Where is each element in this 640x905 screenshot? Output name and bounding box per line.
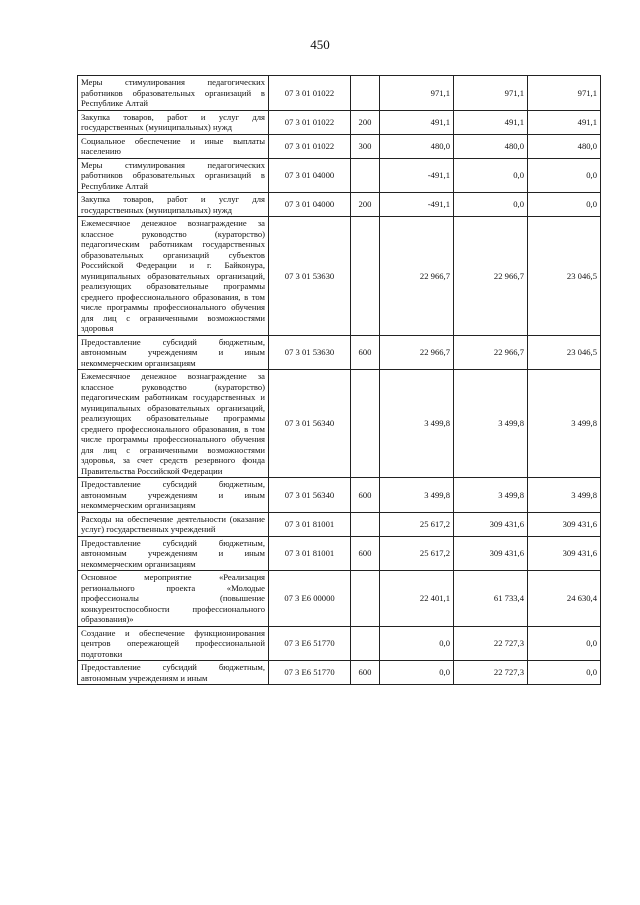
target-article-code-cell: 07 3 E6 51770 — [269, 661, 351, 685]
target-article-code-cell: 07 3 E6 00000 — [269, 571, 351, 627]
amount-column-2-cell: 309 431,6 — [454, 536, 528, 571]
amount-column-3-cell: 480,0 — [528, 134, 601, 158]
expense-name-cell: Предоставление субсидий бюджетным, автономным учреждениям и иным некоммерческим организациям — [78, 478, 269, 513]
expense-name-cell: Закупка товаров, работ и услуг для государственных (муниципальных) нужд — [78, 193, 269, 217]
table-row — [78, 193, 601, 217]
table-row — [78, 217, 601, 336]
expense-type-cell: 200 — [351, 193, 380, 217]
amount-column-1-cell: -491,1 — [380, 193, 454, 217]
expense-name-cell: Создание и обеспечение функционирования центров опережающей профессиональной подготовки — [78, 626, 269, 661]
table-row — [78, 478, 601, 513]
amount-column-2-cell: 3 499,8 — [454, 370, 528, 478]
amount-column-2-cell: 0,0 — [454, 158, 528, 193]
amount-column-1-cell: 480,0 — [380, 134, 454, 158]
expense-name-cell: Расходы на обеспечение деятельности (оказание услуг) государственных учреждений — [78, 512, 269, 536]
target-article-code-cell: 07 3 01 56340 — [269, 370, 351, 478]
table-row — [78, 134, 601, 158]
amount-column-2-cell: 971,1 — [454, 76, 528, 111]
target-article-code-cell: 07 3 E6 51770 — [269, 626, 351, 661]
target-article-code-cell: 07 3 01 04000 — [269, 193, 351, 217]
amount-column-3-cell: 0,0 — [528, 661, 601, 685]
amount-column-2-cell: 309 431,6 — [454, 512, 528, 536]
table-row — [78, 512, 601, 536]
target-article-code-cell: 07 3 01 81001 — [269, 536, 351, 571]
table-row — [78, 626, 601, 661]
amount-column-1-cell: 25 617,2 — [380, 512, 454, 536]
expense-name-cell: Меры стимулирования педагогических работников образовательных организаций в Республике Алтай — [78, 158, 269, 193]
amount-column-1-cell: 971,1 — [380, 76, 454, 111]
expense-type-cell: 300 — [351, 134, 380, 158]
amount-column-3-cell: 0,0 — [528, 158, 601, 193]
expense-name-cell: Закупка товаров, работ и услуг для государственных (муниципальных) нужд — [78, 110, 269, 134]
expense-type-cell — [351, 158, 380, 193]
amount-column-2-cell: 22 966,7 — [454, 217, 528, 336]
amount-column-3-cell: 0,0 — [528, 626, 601, 661]
amount-column-1-cell: 22 966,7 — [380, 217, 454, 336]
expense-name-cell: Предоставление субсидий бюджетным, автономным учреждениям и иным — [78, 661, 269, 685]
expense-name-cell: Меры стимулирования педагогических работников образовательных организаций в Республике Алтай — [78, 76, 269, 111]
table-row — [78, 536, 601, 571]
amount-column-3-cell: 0,0 — [528, 193, 601, 217]
amount-column-2-cell: 491,1 — [454, 110, 528, 134]
amount-column-1-cell: 0,0 — [380, 661, 454, 685]
expense-name-cell: Предоставление субсидий бюджетным, автономным учреждениям и иным некоммерческим организациям — [78, 335, 269, 370]
expense-type-cell — [351, 370, 380, 478]
table-row — [78, 571, 601, 627]
amount-column-1-cell: 0,0 — [380, 626, 454, 661]
expense-type-cell — [351, 571, 380, 627]
amount-column-2-cell: 22 727,3 — [454, 661, 528, 685]
amount-column-3-cell: 24 630,4 — [528, 571, 601, 627]
expense-type-cell: 600 — [351, 478, 380, 513]
target-article-code-cell: 07 3 01 04000 — [269, 158, 351, 193]
table-row — [78, 76, 601, 111]
amount-column-2-cell: 22 727,3 — [454, 626, 528, 661]
amount-column-3-cell: 971,1 — [528, 76, 601, 111]
amount-column-3-cell: 23 046,5 — [528, 217, 601, 336]
table-row — [78, 370, 601, 478]
amount-column-1-cell: 22 401,1 — [380, 571, 454, 627]
expense-name-cell: Основное мероприятие «Реализация регионального проекта «Молодые профессионалы (повышение конкурентоспособности профессионального образования)» — [78, 571, 269, 627]
target-article-code-cell: 07 3 01 81001 — [269, 512, 351, 536]
amount-column-1-cell: 3 499,8 — [380, 478, 454, 513]
expense-type-cell: 600 — [351, 335, 380, 370]
expense-type-cell — [351, 626, 380, 661]
expense-name-cell: Ежемесячное денежное вознаграждение за классное руководство (кураторство) педагогическим работникам государственных образовательных организаций субъектов Российской Федерации и г. Байконура, муниципальных образовательных организаций, реализующих образовательные программы среднего профессионального образования, в том числе программы профессионального обучения для лиц с ограниченными возможностями здоровья — [78, 217, 269, 336]
target-article-code-cell: 07 3 01 53630 — [269, 335, 351, 370]
target-article-code-cell: 07 3 01 01022 — [269, 110, 351, 134]
table-row — [78, 661, 601, 685]
amount-column-3-cell: 3 499,8 — [528, 370, 601, 478]
table-row — [78, 158, 601, 193]
amount-column-3-cell: 3 499,8 — [528, 478, 601, 513]
amount-column-1-cell: 3 499,8 — [380, 370, 454, 478]
expense-name-cell: Ежемесячное денежное вознаграждение за классное руководство (кураторство) педагогическим работникам государственных и муниципальных образовательных организаций, реализующих образовательные программы среднего профессионального образования, в том числе программы профессионального обучения для лиц с ограниченными возможностями здоровья, за счет средств резервного фонда Правительства Российской Федерации — [78, 370, 269, 478]
target-article-code-cell: 07 3 01 56340 — [269, 478, 351, 513]
expense-type-cell: 600 — [351, 536, 380, 571]
amount-column-1-cell: 22 966,7 — [380, 335, 454, 370]
amount-column-3-cell: 491,1 — [528, 110, 601, 134]
table-row — [78, 110, 601, 134]
target-article-code-cell: 07 3 01 01022 — [269, 76, 351, 111]
table-row — [78, 335, 601, 370]
amount-column-2-cell: 0,0 — [454, 193, 528, 217]
amount-column-3-cell: 309 431,6 — [528, 512, 601, 536]
amount-column-1-cell: 25 617,2 — [380, 536, 454, 571]
amount-column-2-cell: 61 733,4 — [454, 571, 528, 627]
expense-name-cell: Социальное обеспечение и иные выплаты населению — [78, 134, 269, 158]
target-article-code-cell: 07 3 01 53630 — [269, 217, 351, 336]
amount-column-2-cell: 480,0 — [454, 134, 528, 158]
amount-column-3-cell: 309 431,6 — [528, 536, 601, 571]
expense-type-cell — [351, 217, 380, 336]
amount-column-1-cell: -491,1 — [380, 158, 454, 193]
expense-type-cell: 200 — [351, 110, 380, 134]
budget-table — [77, 75, 601, 685]
page-number: 450 — [310, 37, 330, 52]
target-article-code-cell: 07 3 01 01022 — [269, 134, 351, 158]
expense-type-cell: 600 — [351, 661, 380, 685]
amount-column-2-cell: 22 966,7 — [454, 335, 528, 370]
expense-type-cell — [351, 512, 380, 536]
expense-name-cell: Предоставление субсидий бюджетным, автономным учреждениям и иным некоммерческим организациям — [78, 536, 269, 571]
amount-column-2-cell: 3 499,8 — [454, 478, 528, 513]
expense-type-cell — [351, 76, 380, 111]
amount-column-3-cell: 23 046,5 — [528, 335, 601, 370]
amount-column-1-cell: 491,1 — [380, 110, 454, 134]
budget-table-body — [78, 76, 601, 685]
